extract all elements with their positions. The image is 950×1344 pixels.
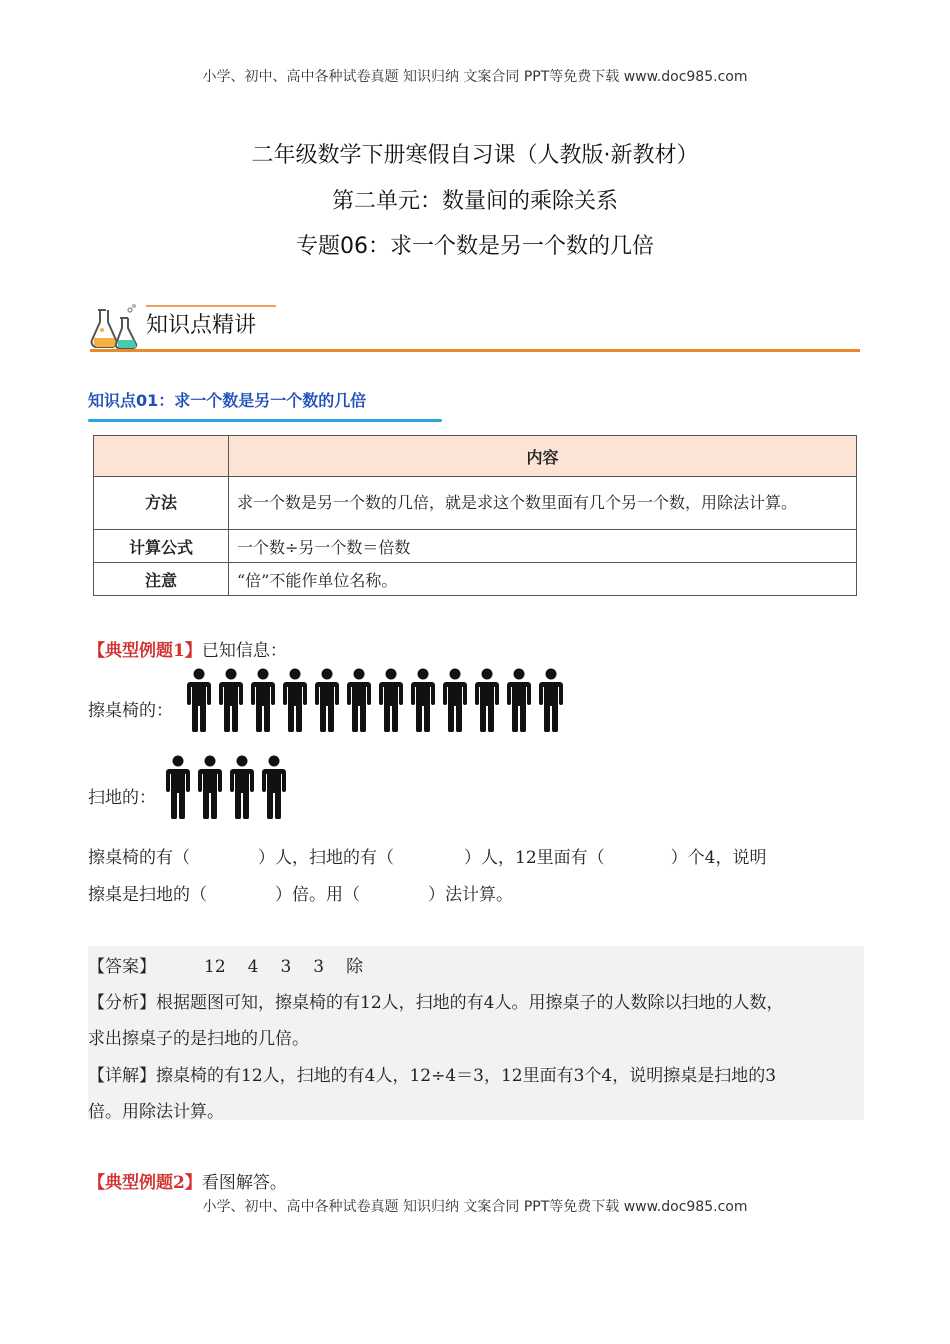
table-row-value: 求一个数是另一个数的几倍，就是求这个数里面有几个另一个数，用除法计算。 <box>229 477 857 530</box>
person-icon <box>184 668 214 732</box>
table-row-key: 方法 <box>94 477 229 530</box>
table-row <box>94 530 857 563</box>
table-header-empty <box>94 436 229 477</box>
question-text: ）倍。用（ <box>275 885 360 905</box>
row2-figures <box>163 755 289 819</box>
knowledge-table <box>93 435 857 596</box>
person-icon <box>163 755 193 819</box>
table-row <box>94 477 857 530</box>
person-icon <box>280 668 310 732</box>
row1-figures <box>184 668 566 732</box>
topic-title: 专题06：求一个数是另一个数的几倍 <box>296 234 654 259</box>
example1-tag: 【典型例题1】 <box>88 641 202 661</box>
knowledge-point-underline <box>88 419 442 422</box>
example2-tag: 【典型例题2】 <box>88 1173 202 1193</box>
answer-line <box>88 952 385 977</box>
row1-label: 擦桌椅的： <box>88 701 173 721</box>
person-icon <box>472 668 502 732</box>
table-row-value: “倍”不能作单位名称。 <box>229 563 857 596</box>
person-icon <box>259 755 289 819</box>
example1-heading <box>88 636 287 661</box>
answer-value: 除 <box>346 957 364 977</box>
question-text: ）人，扫地的有（ <box>258 848 394 868</box>
example2-heading <box>88 1168 287 1193</box>
answer-value: 3 <box>280 957 292 977</box>
person-icon <box>376 668 406 732</box>
detail-line1 <box>88 1061 776 1086</box>
knowledge-point-title: 知识点01：求一个数是另一个数的几倍 <box>88 391 367 410</box>
person-icon <box>216 668 246 732</box>
example1-question-line2 <box>88 880 513 905</box>
example1-prompt: 已知信息： <box>201 641 287 661</box>
question-text: ）个4，说明 <box>670 848 767 868</box>
question-text: 擦桌椅的有（ <box>88 848 190 868</box>
detail-tag: 【详解】 <box>88 1066 156 1086</box>
example2-prompt: 看图解答。 <box>201 1173 287 1193</box>
analysis-tag: 【分析】 <box>88 993 156 1013</box>
question-text: 擦桌是扫地的（ <box>88 885 207 905</box>
person-icon <box>248 668 278 732</box>
page-header: 小学、初中、高中各种试卷真题 知识归纳 文案合同 PPT等免费下载 www.doc985.com <box>202 69 748 85</box>
analysis-line2: 求出擦桌子的是扫地的几倍。 <box>88 1029 309 1049</box>
table-header-row <box>94 436 857 477</box>
analysis-line1 <box>88 988 783 1013</box>
question-text: ）人，12里面有（ <box>464 848 605 868</box>
table-row-key: 计算公式 <box>94 530 229 563</box>
detail-line2: 倍。用除法计算。 <box>88 1102 224 1122</box>
table-header: 内容 <box>229 436 857 477</box>
table-row-key: 注意 <box>94 563 229 596</box>
unit-title: 第二单元：数量间的乘除关系 <box>331 189 618 214</box>
analysis-text: 根据题图可知，擦桌椅的有12人，扫地的有4人。用擦桌子的人数除以扫地的人数， <box>156 993 784 1013</box>
row2-label: 扫地的： <box>88 788 156 808</box>
doc-title: 二年级数学下册寒假自习课（人教版·新教材） <box>251 143 699 168</box>
question-text: ）法计算。 <box>428 885 513 905</box>
person-icon <box>312 668 342 732</box>
example1-question-line1 <box>88 843 766 868</box>
person-icon <box>440 668 470 732</box>
table-row <box>94 563 857 596</box>
person-icon <box>195 755 225 819</box>
page-footer: 小学、初中、高中各种试卷真题 知识归纳 文案合同 PPT等免费下载 www.doc985.com <box>202 1199 748 1215</box>
answer-value: 4 <box>247 957 259 977</box>
table-row-value: 一个数÷另一个数＝倍数 <box>229 530 857 563</box>
person-icon <box>536 668 566 732</box>
person-icon <box>504 668 534 732</box>
flask-icon <box>90 304 138 350</box>
answer-tag: 【答案】 <box>88 957 156 977</box>
person-icon <box>227 755 257 819</box>
person-icon <box>408 668 438 732</box>
person-icon <box>344 668 374 732</box>
detail-text: 擦桌椅的有12人，扫地的有4人，12÷4＝3，12里面有3个4，说明擦桌是扫地的3 <box>156 1066 777 1086</box>
answer-value: 3 <box>313 957 325 977</box>
section-divider <box>90 349 860 352</box>
answer-value: 12 <box>204 957 226 977</box>
section-title: 知识点精讲 <box>146 313 257 338</box>
section-title-topline <box>146 305 276 307</box>
